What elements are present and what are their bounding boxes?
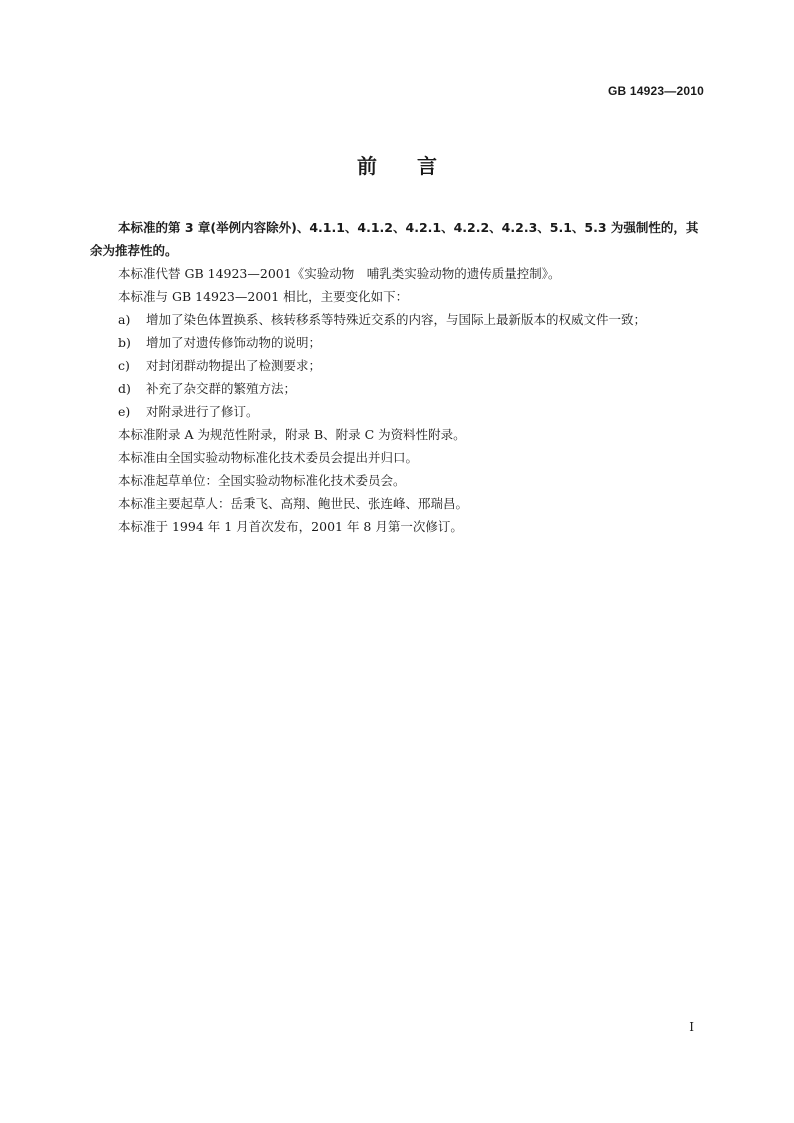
list-item: [90, 377, 706, 400]
appendix-paragraph: 本标准附录 A 为规范性附录，附录 B、附录 C 为资料性附录。: [118, 427, 466, 442]
document-id-header: GB 14923—2010: [608, 84, 704, 98]
list-item-text: 增加了对遗传修饰动物的说明；: [146, 335, 322, 350]
foreword-body: [90, 216, 706, 538]
changes-intro-paragraph: 本标准与 GB 14923—2001 相比，主要变化如下：: [118, 289, 409, 304]
list-item-text: 补充了杂交群的繁殖方法；: [146, 381, 297, 396]
list-item-text: 对封闭群动物提出了检测要求；: [146, 358, 322, 373]
list-item-mark: a): [118, 312, 131, 327]
list-item-mark: e): [118, 404, 131, 419]
proposer-paragraph: 本标准由全国实验动物标准化技术委员会提出并归口。: [118, 450, 419, 465]
list-item: [90, 308, 706, 331]
list-item-mark: c): [118, 358, 130, 373]
list-item: [90, 400, 706, 423]
history-paragraph: 本标准于 1994 年 1 月首次发布，2001 年 8 月第一次修订。: [118, 519, 463, 534]
list-item: [90, 331, 706, 354]
replaces-paragraph: 本标准代替 GB 14923—2001《实验动物 哺乳类实验动物的遗传质量控制》。: [118, 266, 561, 281]
list-item-mark: b): [118, 335, 131, 350]
list-item-text: 对附录进行了修订。: [146, 404, 259, 419]
list-item: [90, 354, 706, 377]
drafters-paragraph: 本标准主要起草人：岳秉飞、高翔、鲍世民、张连峰、邢瑞昌。: [118, 496, 469, 511]
list-item-text: 增加了染色体置换系、核转移系等特殊近交系的内容，与国际上最新版本的权威文件一致；: [146, 312, 647, 327]
page-title: 前 言: [357, 154, 437, 178]
list-item-mark: d): [118, 381, 131, 396]
drafting-unit-paragraph: 本标准起草单位：全国实验动物标准化技术委员会。: [118, 473, 406, 488]
mandatory-clauses-paragraph: 本标准的第 3 章(举例内容除外)、4.1.1、4.1.2、4.2.1、4.2.2、4.2.3、5.1、5.3 为强制性的，其余为推荐性的。: [90, 220, 699, 258]
page-number: I: [689, 1020, 694, 1034]
